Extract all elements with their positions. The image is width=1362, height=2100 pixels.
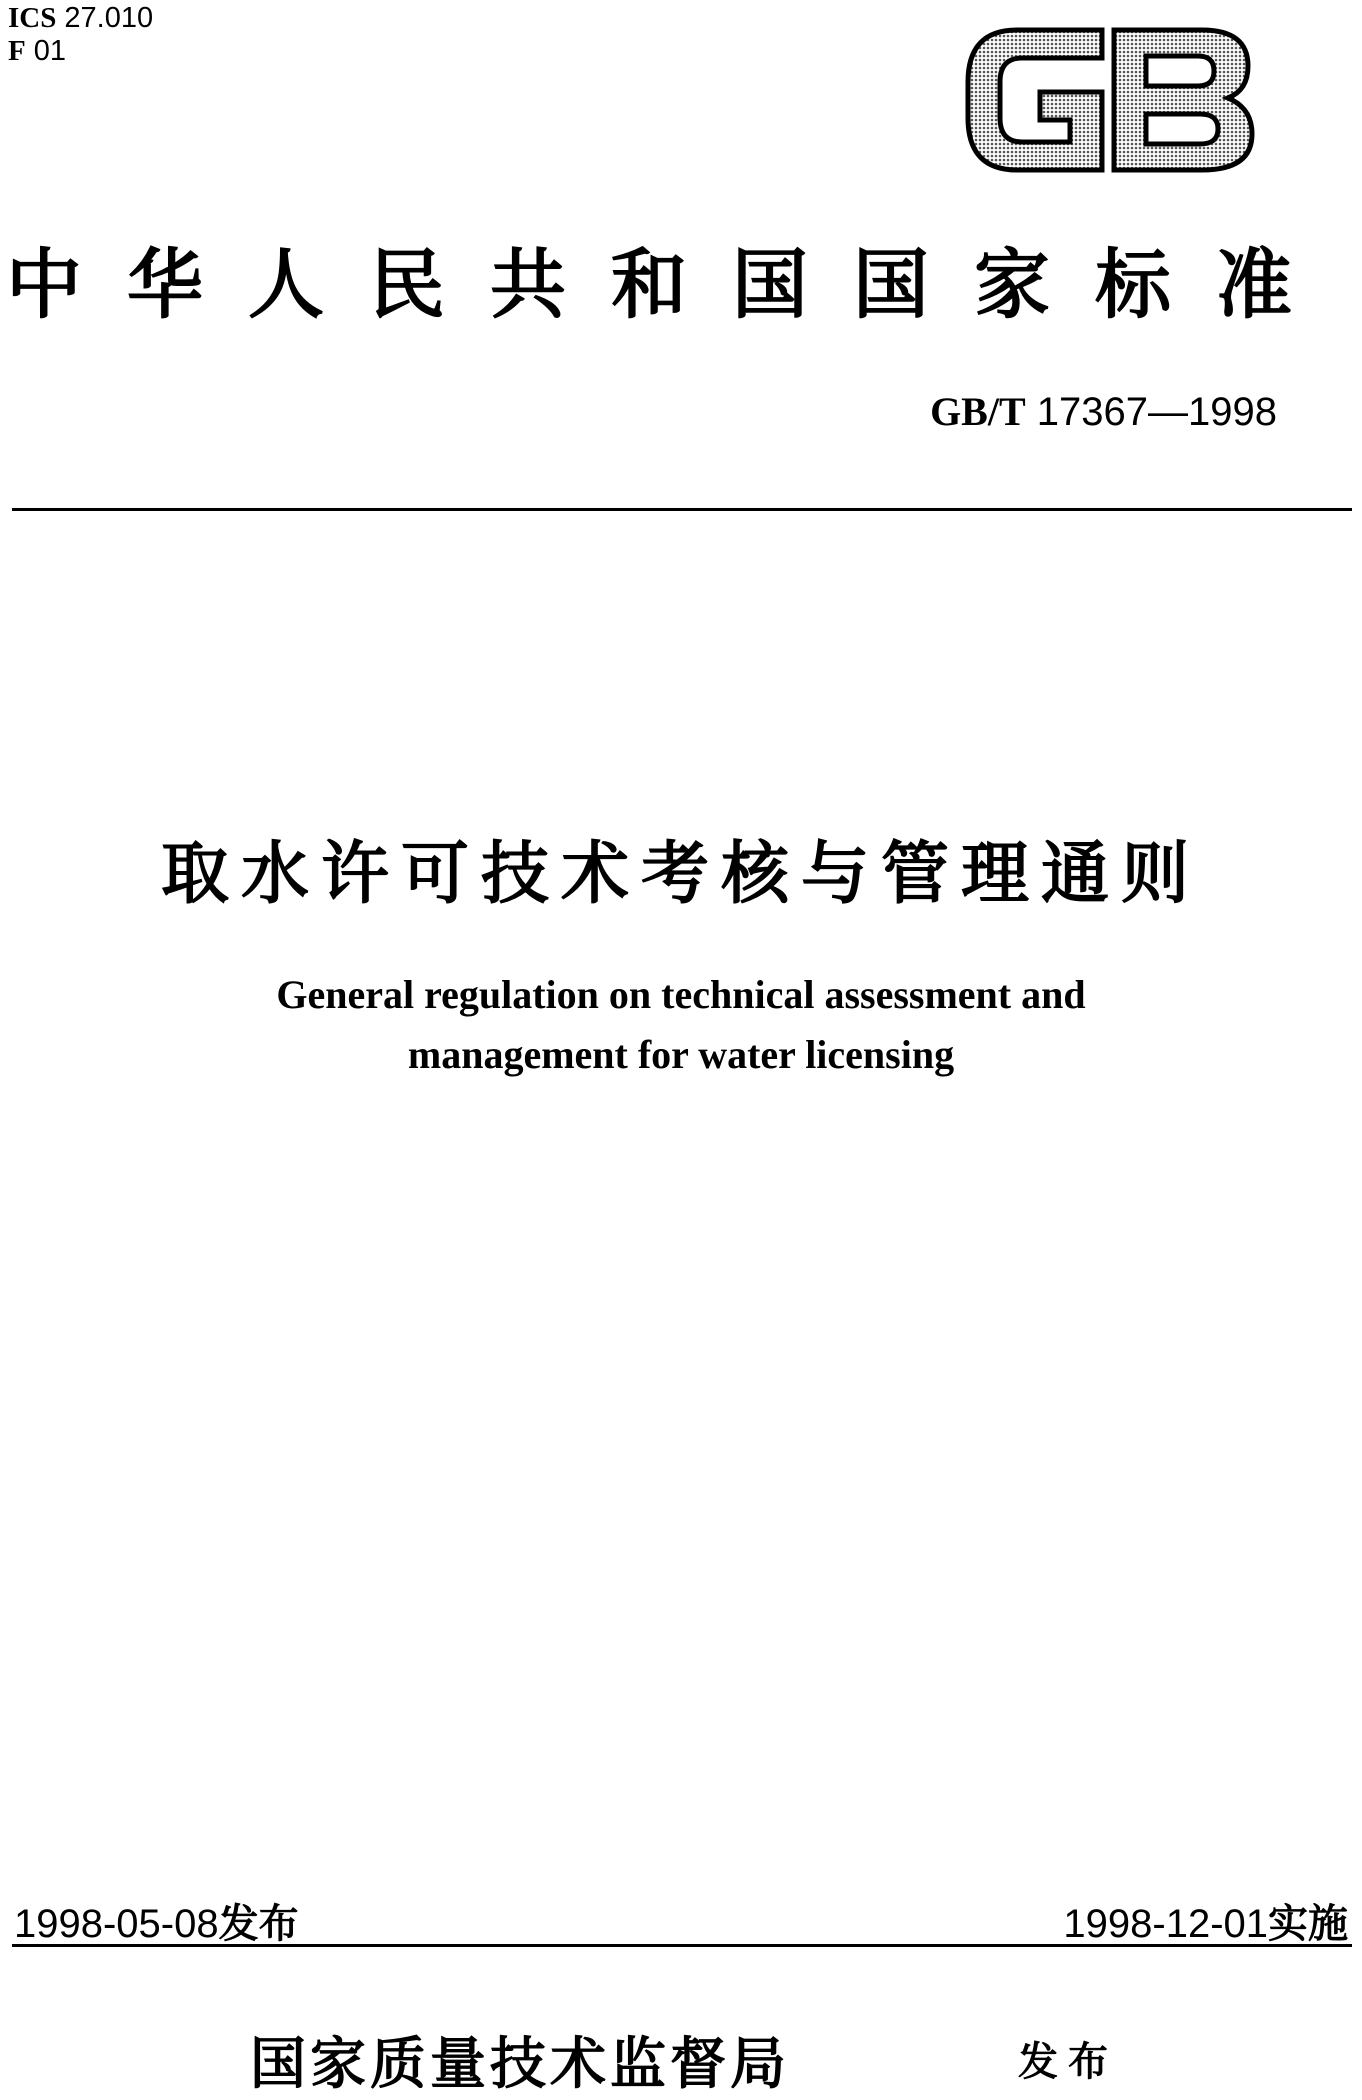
ccs-code: 01 xyxy=(33,35,67,67)
implementation-label: 实施 xyxy=(1268,1901,1348,1947)
ccs-line xyxy=(8,35,153,68)
bottom-divider xyxy=(12,1944,1352,1947)
ics-code: 27.010 xyxy=(64,2,154,34)
ics-line xyxy=(8,2,153,35)
issuing-authority: 国家质量技术监督局 xyxy=(250,2031,790,2097)
ccs-label: F xyxy=(8,35,26,67)
english-title-line-1: General regulation on technical assessment and xyxy=(276,972,1086,1017)
english-title-line-2: management for water licensing xyxy=(407,1032,955,1077)
issue-label: 发布 xyxy=(218,1901,299,1947)
document-title-english xyxy=(0,965,1362,1085)
gb-logo xyxy=(962,22,1257,177)
implementation-date-value: 1998-12-01 xyxy=(1063,1902,1268,1946)
standard-number xyxy=(930,388,1277,435)
implementation-date xyxy=(1063,1892,1348,1949)
standard-code: 17367—1998 xyxy=(1036,390,1277,434)
issue-date xyxy=(14,1892,299,1949)
standard-prefix: GB/T xyxy=(930,389,1026,434)
top-divider xyxy=(12,508,1352,511)
classification-codes xyxy=(8,2,153,68)
national-standard-title: 中华人民共和国国家标准 xyxy=(6,240,1337,329)
ics-label: ICS xyxy=(8,2,57,34)
issue-date-value: 1998-05-08 xyxy=(14,1902,219,1946)
issuing-action: 发布 xyxy=(1018,2039,1118,2085)
document-title-chinese: 取水许可技术考核与管理通则 xyxy=(160,835,1201,914)
